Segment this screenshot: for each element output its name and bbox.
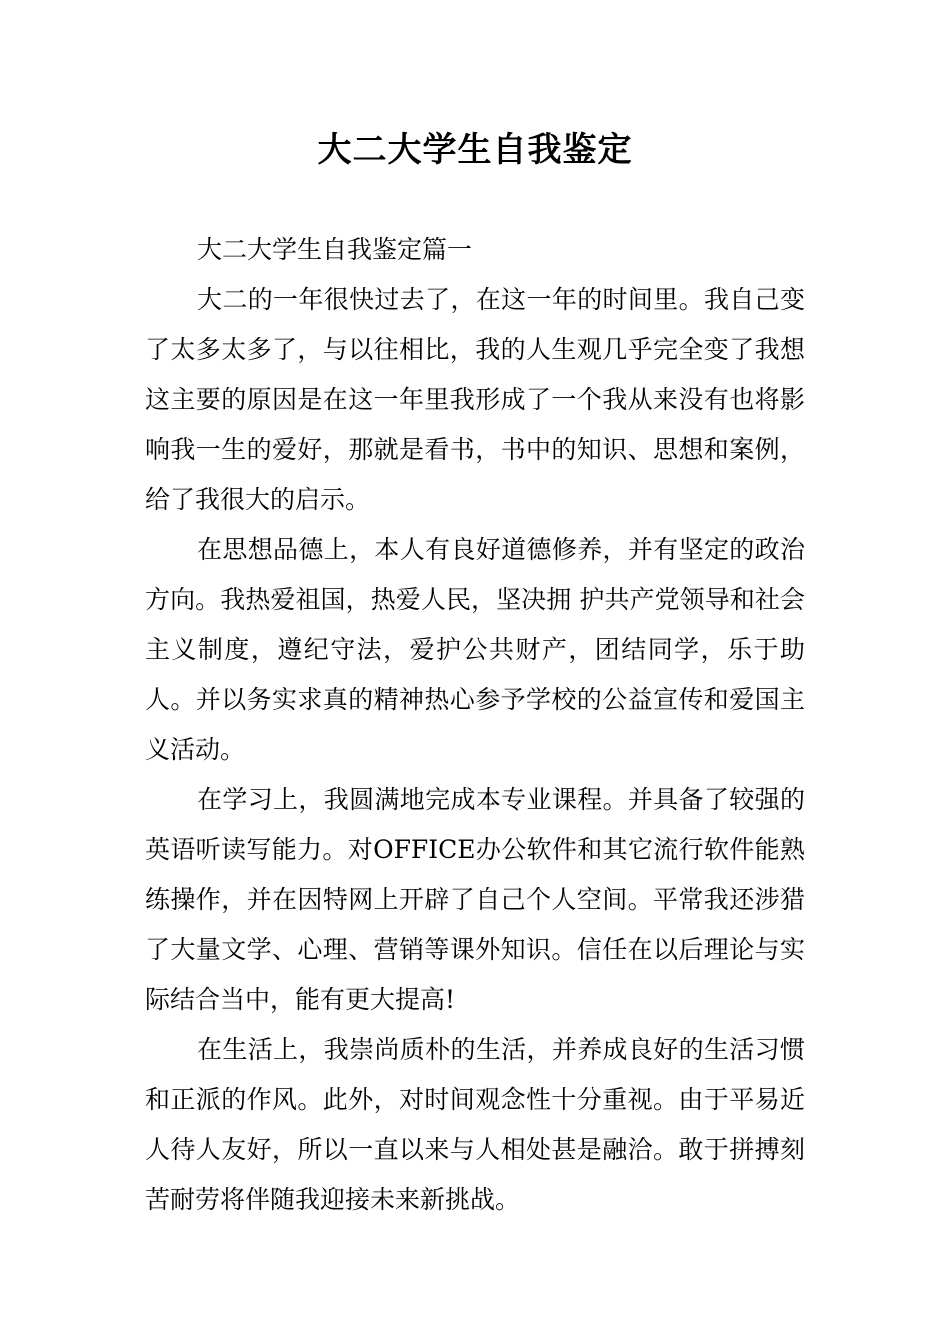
paragraph-study: 在学习上，我圆满地完成本专业课程。并具备了较强的英语听读写能力。对OFFICE办公软件和其它流行软件能熟练操作，并在因特网上开辟了自己个人空间。平常我还涉猎了大量文学、心理、营销等课外知识。信任在以后理论与实际结合当中，能有更大提高! (145, 785, 805, 1014)
document-title: 大二大学生自我鉴定 (317, 130, 633, 170)
section-heading: 大二大学生自我鉴定篇一 (197, 235, 473, 264)
paragraph-life: 在生活上，我崇尚质朴的生活，并养成良好的生活习惯和正派的作风。此外，对时间观念性十分重视。由于平易近人待人友好，所以一直以来与人相处甚是融洽。敢于拼搏刻苦耐劳将伴随我迎接未来新挑战。 (145, 1035, 805, 1214)
paragraph-morality: 在思想品德上，本人有良好道德修养，并有坚定的政治方向。我热爱祖国，热爱人民，坚决拥 护共产党领导和社会主义制度，遵纪守法，爱护公共财产，团结同学，乐于助人。并以务实求真的精神热心参予学校的公益宣传和爱国主义活动。 (145, 535, 805, 764)
paragraph-intro: 大二的一年很快过去了，在这一年的时间里。我自己变了太多太多了，与以往相比，我的人生观几乎完全变了我想这主要的原因是在这一年里我形成了一个我从来没有也将影响我一生的爱好，那就是看书，书中的知识、思想和案例，给了我很大的启示。 (145, 285, 805, 514)
document-body (145, 225, 805, 1225)
